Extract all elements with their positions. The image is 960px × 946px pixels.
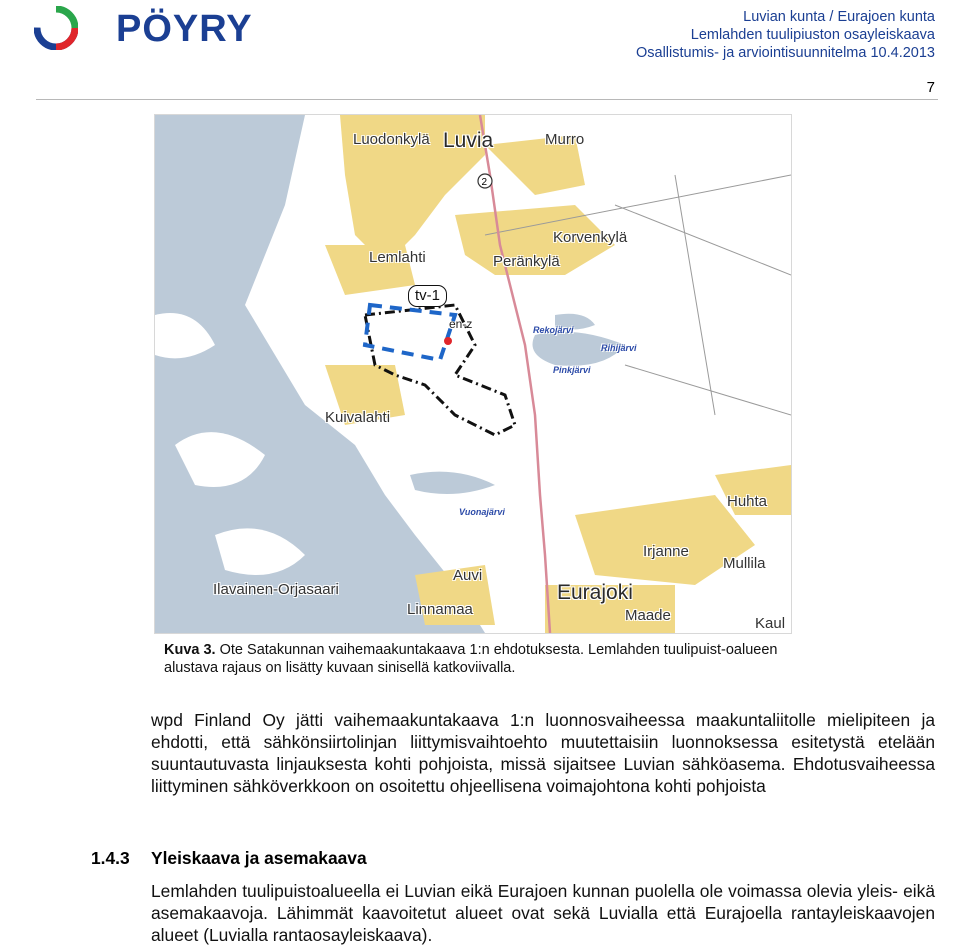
figure-caption bbox=[164, 641, 794, 677]
section-number: 1.4.3 bbox=[91, 848, 130, 868]
caption-label: Kuva 3. bbox=[164, 642, 216, 658]
header-line-2: Lemlahden tuulipiuston osayleiskaava bbox=[690, 27, 935, 43]
place-luodonkyla: Luodonkylä bbox=[353, 131, 430, 148]
map-graphic bbox=[155, 115, 791, 633]
place-lemlahti: Lemlahti bbox=[369, 249, 426, 266]
poyry-logo bbox=[34, 6, 274, 50]
place-eurajoki: Eurajoki bbox=[557, 581, 633, 604]
place-korvenkyla: Korvenkylä bbox=[553, 229, 628, 246]
area-label-tv1: tv-1 bbox=[408, 285, 447, 307]
caption-text: Ote Satakunnan vaihemaakuntakaava 1:n ehdotuksesta. Lemlahden tuulipuist-oalueen alustava rajaus on lisätty kuvaan sinisellä katkoviivalla. bbox=[164, 642, 778, 676]
logo-text: PÖYRY bbox=[116, 8, 253, 50]
place-huhta: Huhta bbox=[727, 493, 768, 510]
place-maade: Maade bbox=[625, 607, 671, 624]
header-line-3: Osallistumis- ja arviointisuunnitelma 10.4.2013 bbox=[635, 45, 935, 61]
place-murro: Murro bbox=[545, 131, 585, 148]
header-line-1: Luvian kunta / Eurajoen kunta bbox=[743, 9, 935, 25]
section-heading bbox=[91, 848, 367, 869]
lake-rihijarvi: Rihijärvi bbox=[601, 343, 637, 353]
section-title: Yleiskaava ja asemakaava bbox=[151, 848, 367, 868]
place-kaul: Kaul bbox=[755, 615, 786, 632]
lake-rekojarvi: Rekojärvi bbox=[533, 325, 574, 335]
regional-plan-map bbox=[154, 114, 792, 634]
place-auvi: Auvi bbox=[453, 567, 483, 584]
paragraph-2: Lemlahden tuulipuistoalueella ei Luvian eikä Eurajoen kunnan puolella ole voimassa olevia yleis- eikä asemakaavoja. Lähimmät kaavoitetut alueet ovat sekä Luvialla että Eurajoella rantayleiskaavojen alueet (Luvialla rantaosayleiskaava). bbox=[151, 881, 935, 945]
place-luvia: Luvia bbox=[443, 129, 494, 152]
lake-vuonajarvi: Vuonajärvi bbox=[459, 507, 505, 517]
road-marker-number: 2 bbox=[481, 177, 488, 188]
place-kuivalahti: Kuivalahti bbox=[325, 409, 391, 426]
substation-label: en-z bbox=[449, 317, 473, 331]
paragraph-1: wpd Finland Oy jätti vaihemaakuntakaava 1:n luonnosvaiheessa maakuntaliitolle mielipiteen ja ehdotti, että sähkönsiirtolinjan liittymisvaihtoehto muutettaisiin luonnoksessa esitetystä etelään suuntautuvasta linjauksesta kohti pohjoista, missä sijaitsee Luvian sähköasema. Ehdotusvaiheessa liittyminen sähköverkkoon on osoitettu ohjeellisena voimajohtona kohti pohjoista bbox=[151, 710, 935, 796]
place-mullila: Mullila bbox=[723, 555, 766, 572]
place-ilavainen-orjasaari: Ilavainen-Orjasaari bbox=[213, 581, 339, 598]
lake-pinkjarvi: Pinkjärvi bbox=[553, 365, 591, 375]
place-perankyla: Peränkylä bbox=[493, 253, 560, 270]
document-header bbox=[636, 8, 935, 62]
place-linnamaa: Linnamaa bbox=[407, 601, 473, 618]
poyry-swirl-logo-icon bbox=[34, 6, 78, 50]
place-irjanne: Irjanne bbox=[643, 543, 689, 560]
header-rule bbox=[36, 99, 938, 100]
page-number: 7 bbox=[926, 79, 935, 96]
